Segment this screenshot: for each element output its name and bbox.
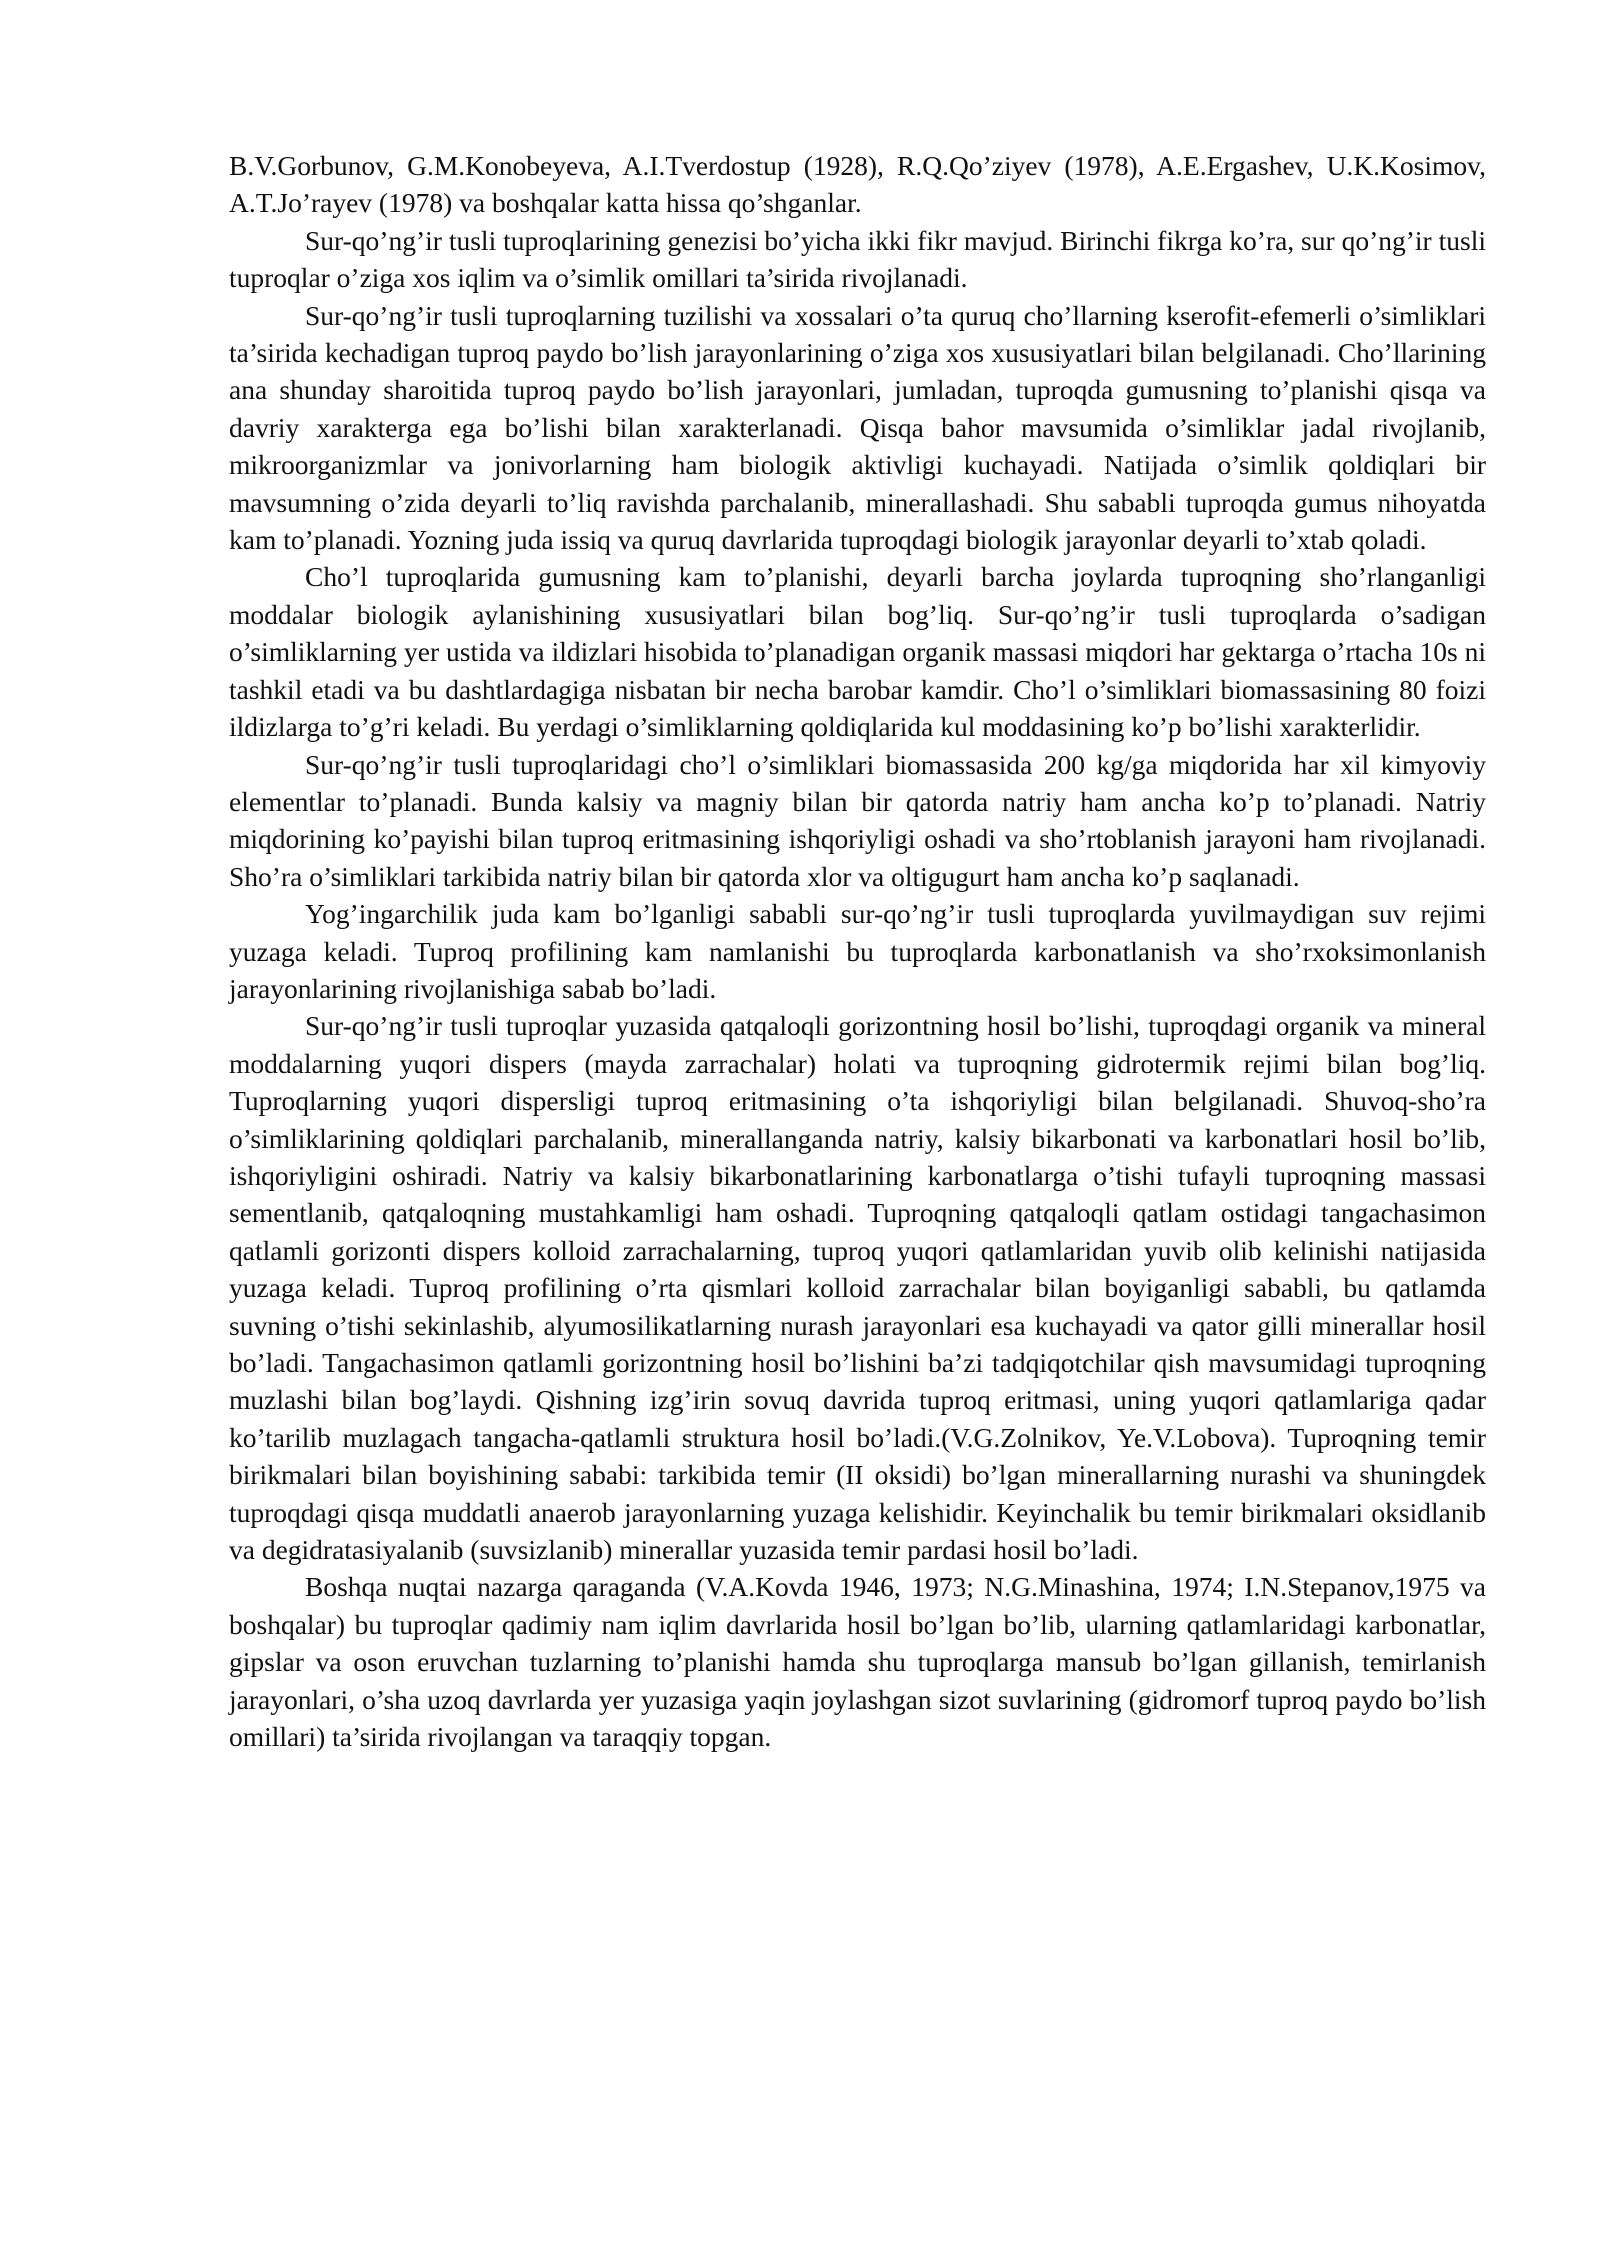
paragraph-6: Yog’ingarchilik juda kam bo’lganligi sababli sur-qo’ng’ir tusli tuproqlarda yuvilmaydigan suv rejimi yuzaga keladi. Tuproq profilining kam namlanishi bu tuproqlarda karbonatlanish va sho’rxoksimonlanish jarayonlarining rivojlanishiga sabab bo’ladi. bbox=[229, 898, 1486, 1004]
document-page bbox=[229, 147, 1486, 1755]
paragraph-7: Sur-qo’ng’ir tusli tuproqlar yuzasida qatqaloqli gorizontning hosil bo’lishi, tuproqdagi organik va mineral moddalarning yuqori dispers (mayda zarrachalar) holati va tuproqning gidrotermik rejimi bilan bog’liq. Tuproqlarning yuqori dispersligi tuproq eritmasining o’ta ishqoriyligi bilan belgilanadi. Shuvoq-sho’ra o’simliklarining qoldiqlari parchalanib, minerallanganda natriy, kalsiy bikarbonati va karbonatlari hosil bo’lib, ishqoriyligini oshiradi. Natriy va kalsiy bikarbonatlarining karbonatlarga o’tishi tufayli tuproqning massasi sementlanib, qatqaloqning mustahkamligi ham oshadi. Tuproqning qatqaloqli qatlam ostidagi tangachasimon qatlamli gorizonti dispers kolloid zarrachalarning, tuproq yuqori qatlamlaridan yuvib olib kelinishi natijasida yuzaga keladi. Tuproq profilining o’rta qismlari kolloid zarrachalar bilan boyiganligi sababli, bu qatlamda suvning o’tishi sekinlashib, alyumosilikatlarning nurash jarayonlari esa kuchayadi va qator gilli minerallar hosil bo’ladi. Tangachasimon qatlamli gorizontning hosil bo’lishini ba’zi tadqiqotchilar qish mavsumidagi tuproqning muzlashi bilan bog’laydi. Qishning izg’irin sovuq davrida tuproq eritmasi, uning yuqori qatlamlariga qadar ko’tarilib muzlagach tangacha-qatlamli struktura hosil bo’ladi.(V.G.Zolnikov, Ye.V.Lobova). Tuproqning temir birikmalari bilan boyishining sababi: tarkibida temir (II oksidi) bo’lgan minerallarning nurashi va shuningdek tuproqdagi qisqa muddatli anaerob jarayonlarning yuzaga kelishidir. Keyinchalik bu temir birikmalari oksidlanib va degidratasiyalanib (suvsizlanib) minerallar yuzasida temir pardasi hosil bo’ladi. bbox=[229, 1010, 1486, 1566]
paragraph-8: Boshqa nuqtai nazarga qaraganda (V.A.Kovda 1946, 1973; N.G.Minashina, 1974; I.N.Stepanov,1975 va boshqalar) bu tuproqlar qadimiy nam iqlim davrlarida hosil bo’lgan bo’lib, ularning qatlamlaridagi karbonatlar, gipslar va oson eruvchan tuzlarning to’planishi hamda shu tuproqlarga mansub bo’lgan gillanish, temirlanish jarayonlari, o’sha uzoq davrlarda yer yuzasiga yaqin joylashgan sizot suvlarining (gidromorf tuproq paydo bo’lish omillari) ta’sirida rivojlangan va taraqqiy topgan. bbox=[229, 1571, 1486, 1753]
paragraph-1: B.V.Gorbunov, G.M.Konobeyeva, A.I.Tverdostup (1928), R.Q.Qo’ziyev (1978), A.E.Ergashev, U.K.Kosimov, A.T.Jo’rayev (1978) va boshqalar katta hissa qo’shganlar. bbox=[229, 150, 1486, 219]
paragraph-5: Sur-qo’ng’ir tusli tuproqlaridagi cho’l o’simliklari biomassasida 200 kg/ga miqdorida har xil kimyoviy elementlar to’planadi. Bunda kalsiy va magniy bilan bir qatorda natriy ham ancha ko’p to’planadi. Natriy miqdorining ko’payishi bilan tuproq eritmasining ishqoriyligi oshadi va sho’rtoblanish jarayoni ham rivojlanadi. Sho’ra o’simliklari tarkibida natriy bilan bir qatorda xlor va oltigugurt ham ancha ko’p saqlanadi. bbox=[229, 748, 1486, 892]
paragraph-3: Sur-qo’ng’ir tusli tuproqlarning tuzilishi va xossalari o’ta quruq cho’llarning kserofit-efemerli o’simliklari ta’sirida kechadigan tuproq paydo bo’lish jarayonlarining o’ziga xos xususiyatlari bilan belgilanadi. Cho’llarining ana shunday sharoitida tuproq paydo bo’lish jarayonlari, jumladan, tuproqda gumusning to’planishi qisqa va davriy xarakterga ega bo’lishi bilan xarakterlanadi. Qisqa bahor mavsumida o’simliklar jadal rivojlanib, mikroorganizmlar va jonivorlarning ham biologik aktivligi kuchayadi. Natijada o’simlik qoldiqlari bir mavsumning o’zida deyarli to’liq ravishda parchalanib, minerallashadi. Shu sababli tuproqda gumus nihoyatda kam to’planadi. Yozning juda issiq va quruq davrlarida tuproqdagi biologik jarayonlar deyarli to’xtab qoladi. bbox=[229, 299, 1486, 556]
paragraph-4: Cho’l tuproqlarida gumusning kam to’planishi, deyarli barcha joylarda tuproqning sho’rlanganligi moddalar biologik aylanishining xususiyatlari bilan bog’liq. Sur-qo’ng’ir tusli tuproqlarda o’sadigan o’simliklarning yer ustida va ildizlari hisobida to’planadigan organik massasi miqdori har gektarga o’rtacha 10s ni tashkil etadi va bu dashtlardagiga nisbatan bir necha barobar kamdir. Cho’l o’simliklari biomassasining 80 foizi ildizlarga to’g’ri keladi. Bu yerdagi o’simliklarning qoldiqlarida kul moddasining ko’p bo’lishi xarakterlidir. bbox=[229, 561, 1486, 743]
paragraph-2: Sur-qo’ng’ir tusli tuproqlarining genezisi bo’yicha ikki fikr mavjud. Birinchi fikrga ko’ra, sur qo’ng’ir tusli tuproqlar o’ziga xos iqlim va o’simlik omillari ta’sirida rivojlanadi. bbox=[229, 224, 1486, 294]
